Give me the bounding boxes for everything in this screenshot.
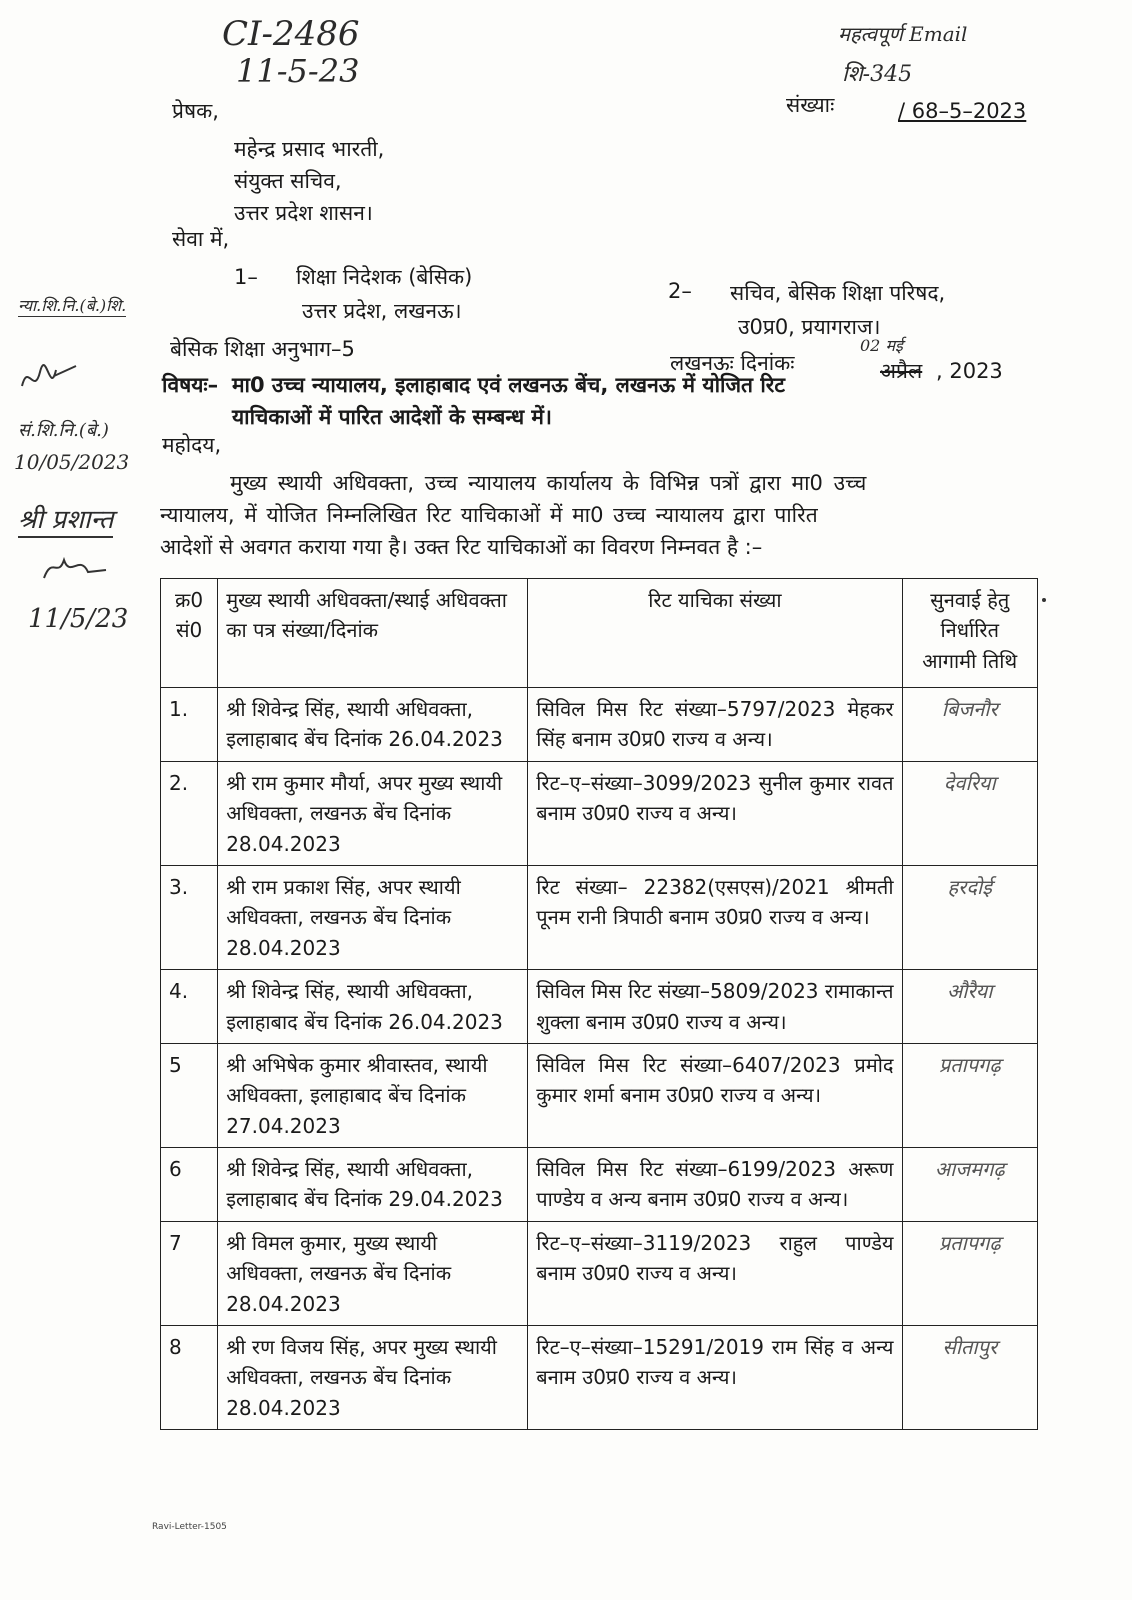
table-row bbox=[161, 1326, 1038, 1430]
row-next-date: बिजनौर bbox=[902, 688, 1038, 762]
row-advocate: श्री राम कुमार मौर्या, अपर मुख्य स्थायी अधिवक्ता, लखनऊ बेंच दिनांक 28.04.2023 bbox=[218, 761, 528, 865]
handwritten-file-ref: शि-345 bbox=[842, 62, 913, 87]
row-serial: 1. bbox=[161, 688, 218, 762]
row-next-date: प्रतापगढ़ bbox=[902, 1043, 1038, 1147]
recipient-1-line2: उत्तर प्रदेश, लखनऊ। bbox=[302, 299, 462, 323]
row-next-date: देवरिया bbox=[902, 761, 1038, 865]
number-label: संख्याः bbox=[786, 93, 835, 117]
row-serial: 4. bbox=[161, 970, 218, 1044]
table-row bbox=[161, 1043, 1038, 1147]
table-row bbox=[161, 865, 1038, 969]
row-petition: रिट–ए–संख्या–3099/2023 सुनील कुमार रावत बनाम उ0प्र0 राज्य व अन्य। bbox=[528, 761, 902, 865]
table-row bbox=[161, 970, 1038, 1044]
date-day-handwritten: 02 मई bbox=[860, 336, 903, 355]
table-row bbox=[161, 1148, 1038, 1222]
row-petition: सिविल मिस रिट संख्या–5797/2023 मेहकर सिंह बनाम उ0प्र0 राज्य व अन्य। bbox=[528, 688, 902, 762]
sender-name: महेन्द्र प्रसाद भारती, bbox=[234, 137, 385, 161]
row-advocate: श्री शिवेन्द्र सिंह, स्थायी अधिवक्ता, इलाहाबाद बेंच दिनांक 26.04.2023 bbox=[218, 688, 528, 762]
margin-note-2: सं.शि.नि.(बे.) bbox=[18, 420, 109, 441]
subject-line1: मा0 उच्च न्यायालय, इलाहाबाद एवं लखनऊ बेंच, लखनऊ में योजित रिट bbox=[232, 373, 785, 397]
row-next-date: औरैया bbox=[902, 970, 1038, 1044]
row-petition: रिट संख्या– 22382(एसएस)/2021 श्रीमती पूनम रानी त्रिपाठी बनाम उ0प्र0 राज्य व अन्य। bbox=[528, 865, 902, 969]
table-row bbox=[161, 761, 1038, 865]
date-struck-month: अप्रैल bbox=[880, 359, 923, 383]
recipient-2-number: 2– bbox=[668, 279, 692, 303]
row-advocate: श्री शिवेन्द्र सिंह, स्थायी अधिवक्ता, इलाहाबाद बेंच दिनांक 29.04.2023 bbox=[218, 1148, 528, 1222]
sender-label: प्रेषक, bbox=[172, 99, 219, 123]
row-petition: सिविल मिस रिट संख्या–5809/2023 रामाकान्त शुक्ला बनाम उ0प्र0 राज्य व अन्य। bbox=[528, 970, 902, 1044]
recipient-1-line1: शिक्षा निदेशक (बेसिक) bbox=[296, 265, 473, 289]
initials-scribble bbox=[40, 548, 110, 588]
paragraph-line2: न्यायालय, में योजित निम्नलिखित रिट याचिकाओं में मा0 उच्च न्यायालय द्वारा पारित bbox=[160, 503, 818, 527]
row-advocate: श्री रण विजय सिंह, अपर मुख्य स्थायी अधिवक्ता, लखनऊ बेंच दिनांक 28.04.2023 bbox=[218, 1326, 528, 1430]
header-next-date: सुनवाई हेतु निर्धारित आगामी तिथि bbox=[902, 579, 1038, 688]
row-advocate: श्री शिवेन्द्र सिंह, स्थायी अधिवक्ता, इलाहाबाद बेंच दिनांक 26.04.2023 bbox=[218, 970, 528, 1044]
row-next-date: प्रतापगढ़ bbox=[902, 1221, 1038, 1325]
sender-designation: संयुक्त सचिव, bbox=[234, 169, 342, 193]
margin-dot bbox=[1042, 598, 1046, 602]
table-row bbox=[161, 688, 1038, 762]
signature-scribble bbox=[14, 356, 84, 406]
table-header-row bbox=[161, 579, 1038, 688]
row-advocate: श्री अभिषेक कुमार श्रीवास्तव, स्थायी अधिवक्ता, इलाहाबाद बेंच दिनांक 27.04.2023 bbox=[218, 1043, 528, 1147]
row-serial: 3. bbox=[161, 865, 218, 969]
header-advocate: मुख्य स्थायी अधिवक्ता/स्थाई अधिवक्ता का पत्र संख्या/दिनांक bbox=[218, 579, 528, 688]
row-serial: 8 bbox=[161, 1326, 218, 1430]
writ-petitions-table bbox=[160, 578, 1038, 1430]
header-serial: क्र0 सं0 bbox=[161, 579, 218, 688]
row-next-date: हरदोई bbox=[902, 865, 1038, 969]
recipient-label: सेवा में, bbox=[172, 227, 230, 251]
row-serial: 5 bbox=[161, 1043, 218, 1147]
row-petition: सिविल मिस रिट संख्या–6199/2023 अरूण पाण्डेय व अन्य बनाम उ0प्र0 राज्य व अन्य। bbox=[528, 1148, 902, 1222]
paragraph-line1: मुख्य स्थायी अधिवक्ता, उच्च न्यायालय कार्यालय के विभिन्न पत्रों द्वारा मा0 उच्च bbox=[230, 471, 867, 495]
margin-note-4: श्री प्रशान्त bbox=[18, 500, 113, 538]
paragraph-line3: आदेशों से अवगत कराया गया है। उक्त रिट याचिकाओं का विवरण निम्नवत है :– bbox=[160, 535, 763, 559]
row-serial: 6 bbox=[161, 1148, 218, 1222]
footer-file-ref: Ravi-Letter-1505 bbox=[152, 1522, 227, 1532]
row-serial: 7 bbox=[161, 1221, 218, 1325]
date-label: लखनऊः दिनांकः bbox=[670, 351, 795, 375]
row-petition: रिट–ए–संख्या–3119/2023 राहुल पाण्डेय बनाम उ0प्र0 राज्य व अन्य। bbox=[528, 1221, 902, 1325]
header-petition: रिट याचिका संख्या bbox=[528, 579, 902, 688]
section-name: बेसिक शिक्षा अनुभाग–5 bbox=[170, 337, 355, 361]
number-value: / 68–5–2023 bbox=[898, 99, 1027, 123]
handwritten-email-note: महत्वपूर्ण Email bbox=[838, 22, 968, 46]
recipient-2-line1: सचिव, बेसिक शिक्षा परिषद, bbox=[730, 281, 946, 305]
sender-office: उत्तर प्रदेश शासन। bbox=[234, 201, 373, 225]
row-petition: रिट–ए–संख्या–15291/2019 राम सिंह व अन्य बनाम उ0प्र0 राज्य व अन्य। bbox=[528, 1326, 902, 1430]
salutation: महोदय, bbox=[162, 433, 222, 457]
row-next-date: आजमगढ़ bbox=[902, 1148, 1038, 1222]
recipient-1-number: 1– bbox=[234, 265, 258, 289]
table-row bbox=[161, 1221, 1038, 1325]
subject-label: विषयः– bbox=[162, 373, 219, 397]
row-next-date: सीतापुर bbox=[902, 1326, 1038, 1430]
handwritten-ref: CI-2486 bbox=[222, 14, 360, 54]
date-year: , 2023 bbox=[936, 359, 1003, 383]
row-advocate: श्री राम प्रकाश सिंह, अपर स्थायी अधिवक्ता, लखनऊ बेंच दिनांक 28.04.2023 bbox=[218, 865, 528, 969]
subject-line2: याचिकाओं में पारित आदेशों के सम्बन्ध में। bbox=[232, 405, 552, 429]
row-petition: सिविल मिस रिट संख्या–6407/2023 प्रमोद कुमार शर्मा बनाम उ0प्र0 राज्य व अन्य। bbox=[528, 1043, 902, 1147]
handwritten-date: 11-5-23 bbox=[236, 52, 360, 90]
row-serial: 2. bbox=[161, 761, 218, 865]
margin-note-5: 11/5/23 bbox=[28, 604, 129, 634]
row-advocate: श्री विमल कुमार, मुख्य स्थायी अधिवक्ता, लखनऊ बेंच दिनांक 28.04.2023 bbox=[218, 1221, 528, 1325]
margin-note-3: 10/05/2023 bbox=[14, 450, 130, 474]
recipient-2-line2: उ0प्र0, प्रयागराज। bbox=[738, 315, 881, 339]
margin-note-1: न्या.शि.नि.(बे.)शि. bbox=[18, 296, 127, 315]
